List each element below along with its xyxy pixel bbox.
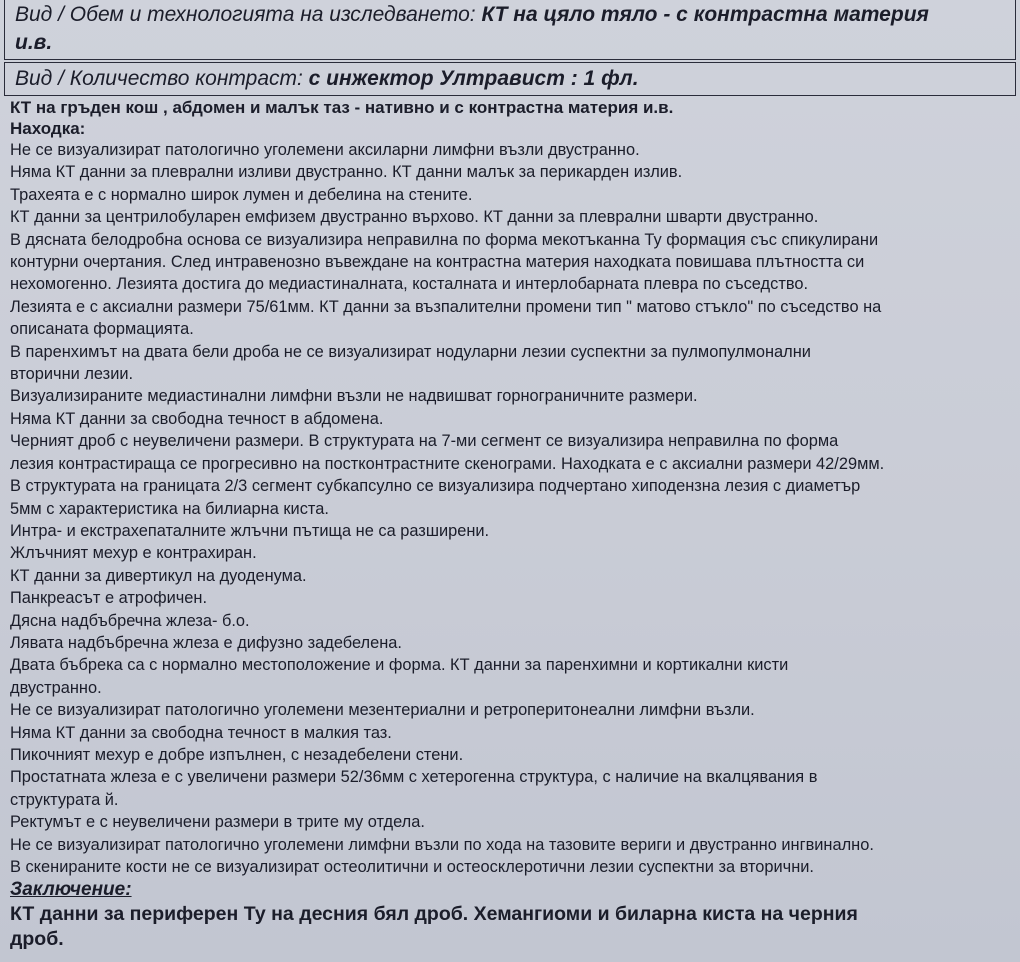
finding-line: Жлъчният мехур е контрахиран. [10,544,257,563]
finding-line: Няма КТ данни за свободна течност в абдомена. [10,409,384,428]
finding-line: Лявата надбъбречна жлеза е дифузно задебелена. [10,633,402,652]
finding-line: Пикочният мехур е добре изпълнен, с незадебелени стени. [10,745,464,764]
finding-line: В скенираните кости не се визуализират остеолитични и остеосклеротични лезии суспектни за вторични. [10,858,814,876]
finding-line: Черният дроб с неувеличени размери. В структурата на 7-ми сегмент се визуализира неправилна по форма [10,432,839,451]
finding-line: лезия контрастираща се прогресивно на постконтрастните скенограми. Находката е с аксиални размери 42/29мм. [10,454,885,473]
study-type-box [4,0,1016,60]
contrast-value: с инжектор Ултравист : 1 фл. [308,67,639,90]
finding-line: Панкреасът е атрофичен. [10,589,208,608]
finding-line: 5мм с характеристика на билиарна киста. [10,499,329,518]
finding-line: Няма КТ данни за плеврални изливи двустранно. КТ данни малък за перикарден излив. [10,163,683,182]
finding-line: В паренхимът на двата бели дроба не се визуализират нодуларни лезии суспектни за пулмопулмонални [10,342,811,361]
conclusion-line: КТ данни за периферен Ту на десния бял дроб. Хемангиоми и биларна киста на черния [10,903,858,926]
finding-line: Интра- и екстрахепаталните жлъчни пътища не са разширени. [10,521,490,540]
finding-line: описаната формацията. [10,320,194,339]
study-type-value-cont: и.в. [15,31,53,54]
finding-line: нехомогенно. Лезията достига до медиастиналната, косталната и интерлобарната плевра по съседство. [10,275,809,294]
conclusion-heading: Заключение: [10,879,132,901]
finding-line: Дясна надбъбречна жлеза- б.о. [10,611,250,630]
finding-line: вторични лезии. [10,365,134,384]
conclusion-line: дроб. [10,928,64,951]
study-type-line [15,1,1005,29]
contrast-label: Вид / Количество контраст: [15,67,303,90]
findings-heading: Находка: [10,119,86,138]
finding-line: Простатната жлеза е с увеличени размери 52/36мм с хетерогенна структура, с наличие на вкалцявания в [10,768,818,787]
contrast-box [4,62,1016,96]
finding-line: КТ данни за центрилобуларен емфизем двустранно върхово. КТ данни за плеврални шварти двустранно. [10,208,819,227]
finding-line: Визуализираните медиастинални лимфни възли не надвишват горнограничните размери. [10,387,698,406]
conclusion-text [10,902,1010,952]
report-title: КТ на гръден кош , абдомен и малък таз - нативно и с контрастна материя и.в. [10,98,674,117]
finding-line: Няма КТ данни за свободна течност в малкия таз. [10,723,392,742]
finding-line: В структурата на границата 2/3 сегмент субкапсулно се визуализира подчертано хиподензна лезия с диаметър [10,477,861,496]
finding-line: контурни очертания. След интравенозно въвеждане на контрастна материя находката повишава плътността си [10,253,865,272]
contrast-line [15,65,1005,93]
finding-line: Ректумът е с неувеличени размери в трите му отдела. [10,813,425,832]
finding-line: Трахеята е с нормално широк лумен и дебелина на стените. [10,185,473,204]
finding-line: двустранно. [10,678,102,697]
finding-line: Не се визуализират патологично уголемени лимфни възли по хода на тазовите вериги и двустранно ингвинално. [10,835,874,854]
finding-line: Лезията е с аксиални размери 75/61мм. КТ данни за възпалителни промени тип " матово стъкло" по съседство на [10,297,882,316]
study-type-value: КТ на цяло тяло - с контрастна материя [481,3,929,26]
findings-list [10,139,1010,878]
finding-line: В дясната белодробна основа се визуализира неправилна по форма мекотъканна Ту формация със спикулирани [10,230,879,249]
finding-line: КТ данни за дивертикул на дуоденума. [10,566,307,585]
finding-line: Не се визуализират патологично уголемени мезентериални и ретроперитонеални лимфни възли. [10,701,755,720]
finding-line: структурата й. [10,790,119,809]
study-type-label: Вид / Обем и технологията на изследването: [15,3,476,26]
finding-line: Двата бъбрека са с нормално местоположение и форма. КТ данни за паренхимни и кортикални кисти [10,656,789,675]
report-body [10,97,1010,952]
finding-line: Не се визуализират патологично уголемени аксиларни лимфни възли двустранно. [10,141,640,159]
